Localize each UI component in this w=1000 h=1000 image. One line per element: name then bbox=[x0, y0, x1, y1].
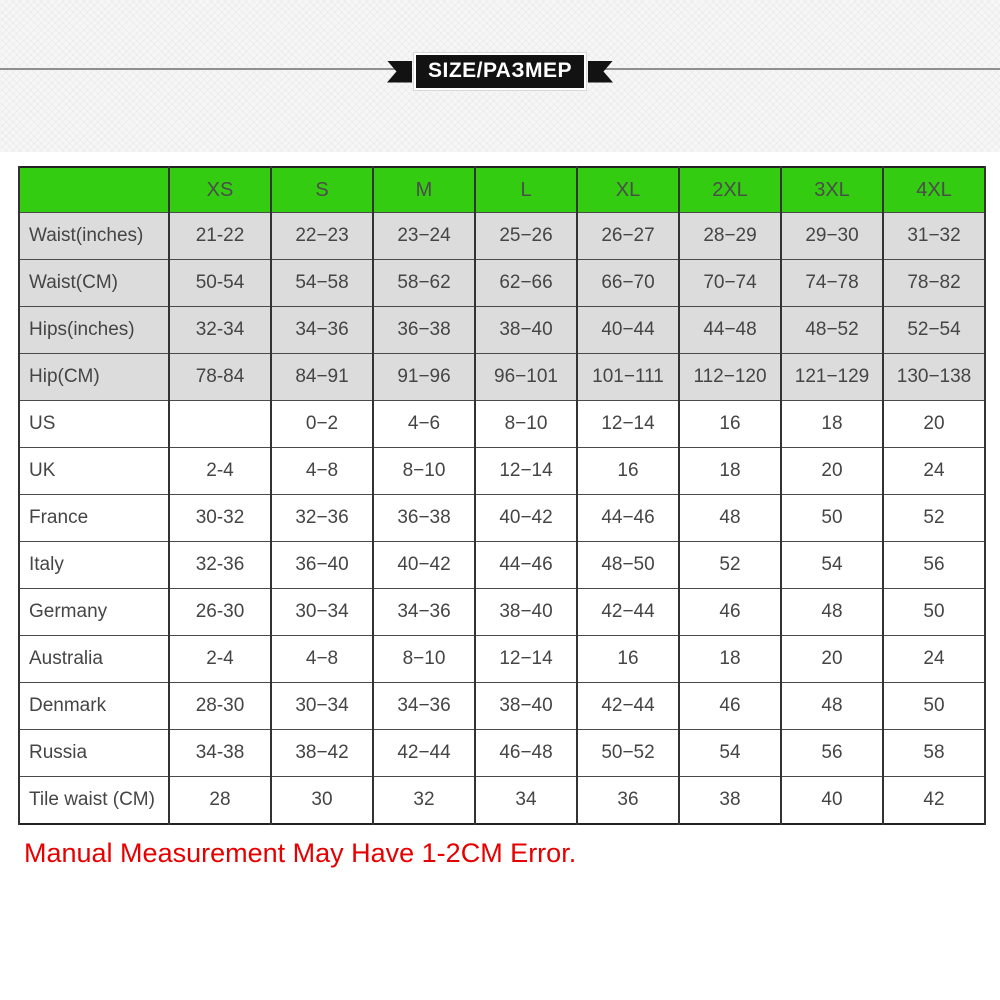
size-cell: 121−129 bbox=[781, 354, 883, 401]
table-row bbox=[19, 542, 985, 589]
size-cell: 0−2 bbox=[271, 401, 373, 448]
size-cell: 44−46 bbox=[577, 495, 679, 542]
table-row bbox=[19, 589, 985, 636]
size-cell: 30−34 bbox=[271, 683, 373, 730]
size-cell: 38−40 bbox=[475, 683, 577, 730]
table-row bbox=[19, 260, 985, 307]
ribbon-tail-right-icon bbox=[588, 61, 613, 83]
size-cell: 30−34 bbox=[271, 589, 373, 636]
size-cell: 42 bbox=[883, 777, 985, 825]
size-cell: 38 bbox=[679, 777, 781, 825]
size-cell: 58 bbox=[883, 730, 985, 777]
table-row bbox=[19, 307, 985, 354]
size-cell: 4−8 bbox=[271, 636, 373, 683]
size-cell: 84−91 bbox=[271, 354, 373, 401]
table-row bbox=[19, 730, 985, 777]
column-header: M bbox=[373, 167, 475, 213]
size-cell: 36−40 bbox=[271, 542, 373, 589]
column-header: L bbox=[475, 167, 577, 213]
size-cell: 28 bbox=[169, 777, 271, 825]
size-cell: 54 bbox=[679, 730, 781, 777]
size-cell: 34−36 bbox=[373, 589, 475, 636]
size-cell: 42−44 bbox=[373, 730, 475, 777]
column-header: XS bbox=[169, 167, 271, 213]
size-cell: 16 bbox=[679, 401, 781, 448]
size-cell: 30-32 bbox=[169, 495, 271, 542]
row-label: UK bbox=[19, 448, 169, 495]
size-cell: 78-84 bbox=[169, 354, 271, 401]
size-cell: 26-30 bbox=[169, 589, 271, 636]
table-row bbox=[19, 401, 985, 448]
size-cell: 38−42 bbox=[271, 730, 373, 777]
size-cell: 130−138 bbox=[883, 354, 985, 401]
size-cell: 40−42 bbox=[373, 542, 475, 589]
table-row bbox=[19, 495, 985, 542]
size-cell bbox=[169, 401, 271, 448]
size-cell: 26−27 bbox=[577, 213, 679, 260]
size-cell: 25−26 bbox=[475, 213, 577, 260]
size-cell: 96−101 bbox=[475, 354, 577, 401]
size-cell: 4−6 bbox=[373, 401, 475, 448]
column-header: 3XL bbox=[781, 167, 883, 213]
size-cell: 12−14 bbox=[475, 448, 577, 495]
size-cell: 50 bbox=[883, 683, 985, 730]
size-cell: 40−42 bbox=[475, 495, 577, 542]
row-label: France bbox=[19, 495, 169, 542]
size-cell: 48−52 bbox=[781, 307, 883, 354]
table-row bbox=[19, 213, 985, 260]
size-cell: 44−48 bbox=[679, 307, 781, 354]
divider-line-right bbox=[596, 68, 1000, 70]
size-cell: 56 bbox=[883, 542, 985, 589]
size-cell: 54−58 bbox=[271, 260, 373, 307]
size-cell: 32 bbox=[373, 777, 475, 825]
row-label: Hip(CM) bbox=[19, 354, 169, 401]
row-label: Australia bbox=[19, 636, 169, 683]
size-cell: 78−82 bbox=[883, 260, 985, 307]
size-cell: 101−111 bbox=[577, 354, 679, 401]
size-cell: 24 bbox=[883, 636, 985, 683]
size-cell: 32-36 bbox=[169, 542, 271, 589]
size-cell: 4−8 bbox=[271, 448, 373, 495]
size-cell: 52−54 bbox=[883, 307, 985, 354]
size-chart-table bbox=[18, 166, 986, 825]
column-header: 4XL bbox=[883, 167, 985, 213]
size-cell: 56 bbox=[781, 730, 883, 777]
size-cell: 40−44 bbox=[577, 307, 679, 354]
size-cell: 20 bbox=[781, 636, 883, 683]
size-cell: 48 bbox=[781, 683, 883, 730]
size-cell: 74−78 bbox=[781, 260, 883, 307]
size-cell: 58−62 bbox=[373, 260, 475, 307]
size-cell: 20 bbox=[781, 448, 883, 495]
row-label: Russia bbox=[19, 730, 169, 777]
size-cell: 8−10 bbox=[373, 636, 475, 683]
size-cell: 36−38 bbox=[373, 495, 475, 542]
size-cell: 48 bbox=[679, 495, 781, 542]
size-cell: 8−10 bbox=[475, 401, 577, 448]
size-cell: 44−46 bbox=[475, 542, 577, 589]
size-cell: 16 bbox=[577, 448, 679, 495]
size-cell: 50 bbox=[781, 495, 883, 542]
size-cell: 48 bbox=[781, 589, 883, 636]
size-cell: 46−48 bbox=[475, 730, 577, 777]
row-label: Hips(inches) bbox=[19, 307, 169, 354]
corner-header-cell bbox=[19, 167, 169, 213]
size-cell: 34 bbox=[475, 777, 577, 825]
row-label: Waist(inches) bbox=[19, 213, 169, 260]
size-cell: 18 bbox=[781, 401, 883, 448]
column-header: S bbox=[271, 167, 373, 213]
ribbon-tail-left-icon bbox=[387, 61, 412, 83]
size-cell: 34−36 bbox=[271, 307, 373, 354]
table-row bbox=[19, 636, 985, 683]
size-cell: 50-54 bbox=[169, 260, 271, 307]
size-cell: 23−24 bbox=[373, 213, 475, 260]
row-label: Tile waist (CM) bbox=[19, 777, 169, 825]
header-row bbox=[19, 167, 985, 213]
size-cell: 2-4 bbox=[169, 636, 271, 683]
size-cell: 112−120 bbox=[679, 354, 781, 401]
size-banner bbox=[387, 53, 613, 90]
table-row bbox=[19, 777, 985, 825]
size-cell: 12−14 bbox=[577, 401, 679, 448]
size-cell: 42−44 bbox=[577, 589, 679, 636]
divider-line-left bbox=[0, 68, 402, 70]
size-cell: 62−66 bbox=[475, 260, 577, 307]
column-header: XL bbox=[577, 167, 679, 213]
table-row bbox=[19, 354, 985, 401]
size-cell: 42−44 bbox=[577, 683, 679, 730]
size-cell: 36 bbox=[577, 777, 679, 825]
column-header: 2XL bbox=[679, 167, 781, 213]
size-cell: 52 bbox=[679, 542, 781, 589]
row-label: Waist(CM) bbox=[19, 260, 169, 307]
size-cell: 28-30 bbox=[169, 683, 271, 730]
size-cell: 32−36 bbox=[271, 495, 373, 542]
size-cell: 20 bbox=[883, 401, 985, 448]
size-cell: 40 bbox=[781, 777, 883, 825]
size-cell: 21-22 bbox=[169, 213, 271, 260]
size-cell: 34-38 bbox=[169, 730, 271, 777]
size-cell: 66−70 bbox=[577, 260, 679, 307]
size-cell: 91−96 bbox=[373, 354, 475, 401]
size-cell: 52 bbox=[883, 495, 985, 542]
table-row bbox=[19, 448, 985, 495]
size-cell: 12−14 bbox=[475, 636, 577, 683]
row-label: Italy bbox=[19, 542, 169, 589]
size-cell: 46 bbox=[679, 589, 781, 636]
size-cell: 70−74 bbox=[679, 260, 781, 307]
size-cell: 46 bbox=[679, 683, 781, 730]
table-row bbox=[19, 683, 985, 730]
size-cell: 50 bbox=[883, 589, 985, 636]
size-cell: 31−32 bbox=[883, 213, 985, 260]
size-cell: 38−40 bbox=[475, 589, 577, 636]
size-cell: 16 bbox=[577, 636, 679, 683]
size-cell: 28−29 bbox=[679, 213, 781, 260]
size-cell: 36−38 bbox=[373, 307, 475, 354]
size-cell: 24 bbox=[883, 448, 985, 495]
size-cell: 48−50 bbox=[577, 542, 679, 589]
size-cell: 50−52 bbox=[577, 730, 679, 777]
row-label: Germany bbox=[19, 589, 169, 636]
size-cell: 34−36 bbox=[373, 683, 475, 730]
size-cell: 2-4 bbox=[169, 448, 271, 495]
size-cell: 18 bbox=[679, 636, 781, 683]
banner-label: SIZE/РАЗМЕР bbox=[414, 53, 586, 90]
size-cell: 30 bbox=[271, 777, 373, 825]
size-cell: 32-34 bbox=[169, 307, 271, 354]
size-cell: 38−40 bbox=[475, 307, 577, 354]
size-cell: 18 bbox=[679, 448, 781, 495]
measurement-error-note: Manual Measurement May Have 1-2CM Error. bbox=[24, 838, 577, 868]
size-cell: 8−10 bbox=[373, 448, 475, 495]
size-cell: 22−23 bbox=[271, 213, 373, 260]
row-label: US bbox=[19, 401, 169, 448]
row-label: Denmark bbox=[19, 683, 169, 730]
size-cell: 29−30 bbox=[781, 213, 883, 260]
size-cell: 54 bbox=[781, 542, 883, 589]
